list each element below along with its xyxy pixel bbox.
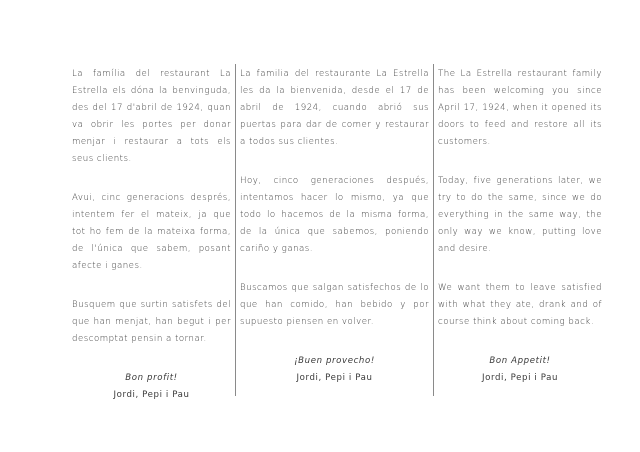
sign-off xyxy=(438,353,602,387)
paragraph-intro: La família del restaurant La Estrella els dóna la benvinguda, des del 17 d'abril de 1924, quan va obrir les portes per donar menjar i restaurar a tots els seus clients. xyxy=(72,69,231,164)
paragraph-satisfaction: We want them to leave satisfied with what they ate, drank and of course think about coming back. xyxy=(438,283,602,327)
greeting: Bon Appetit! xyxy=(489,356,551,366)
paragraph-intro: La familia del restaurante La Estrella les da la bienvenida, desde el 17 de abril de 1924, cuando abrió sus puertas para dar de comer y restaurar a todos sus clientes. xyxy=(240,69,429,147)
paragraph-satisfaction: Buscamos que salgan satisfechos de lo que han comido, han bebido y por supuesto piensen en volver. xyxy=(240,283,429,327)
welcome-columns xyxy=(72,64,602,400)
paragraph-intro: The La Estrella restaurant family has been welcoming you since April 17, 1924, when it opened its doors to feed and restore all its customers. xyxy=(438,69,602,147)
signature: Jordi, Pepi i Pau xyxy=(113,390,190,400)
column-english xyxy=(433,64,602,396)
paragraph-generations: Today, five generations later, we try to do the same, since we do everything in the same way, the only way we know, putting love and desire. xyxy=(438,176,602,254)
column-spanish xyxy=(235,64,433,396)
signature: Jordi, Pepi i Pau xyxy=(481,373,559,383)
paragraph-satisfaction: Busquem que surtin satisfets del que han menjat, han begut i per descomptat pensin a tornar. xyxy=(72,300,231,344)
paragraph-generations: Avui, cinc generacions després, intentem fer el mateix, ja que tot ho fem de la mateixa forma, de l'única que sabem, posant afecte i ganes. xyxy=(72,193,231,271)
signature: Jordi, Pepi i Pau xyxy=(296,373,373,383)
sign-off xyxy=(72,370,231,404)
column-catalan xyxy=(72,64,235,400)
greeting: Bon profit! xyxy=(125,373,178,383)
paragraph-generations: Hoy, cinco generaciones después, intentamos hacer lo mismo, ya que todo lo hacemos de la misma forma, de la única que sabemos, poniendo cariño y ganas. xyxy=(240,176,429,254)
greeting: ¡Buen provecho! xyxy=(294,356,375,366)
sign-off xyxy=(240,353,429,387)
